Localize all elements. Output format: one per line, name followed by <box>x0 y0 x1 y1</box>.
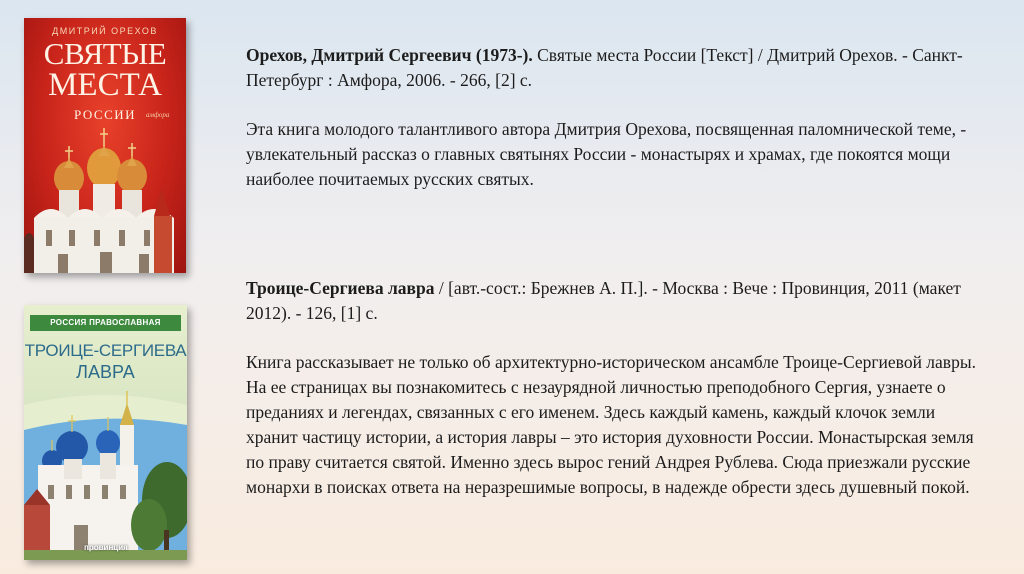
book-entry-1 <box>246 43 986 192</box>
bibliographic-citation <box>246 43 986 93</box>
cover-publisher: провинция <box>84 543 128 552</box>
cover-author: ДМИТРИЙ ОРЕХОВ <box>52 26 158 36</box>
citation-title-bold: Троице-Сергиева лавра <box>246 278 435 298</box>
citation-details: / [авт.-сост.: Брежнев А. П.]. - Москва : Вече : Провинция, 2011 (макет 2012). - 126, [1] с. <box>246 278 961 323</box>
cover-title-line1: ТРОИЦЕ-СЕРГИЕВА <box>24 341 187 360</box>
cathedral-illustration <box>24 118 186 273</box>
book-description: Книга рассказывает не только об архитектурно-историческом ансамбле Троице-Сергиевой лавры. На ее страницах вы познакомитесь с незаурядной личностью преподобного Сергия, узнаете о преданиях и легендах, связанных с его именем. Здесь каждый камень, каждый клочок земли хранит частицу истории, а история лавры – это история духовности России. Монастырская земля по праву считается святой. Именно здесь вырос гений Андрея Рублева. Сюда приезжали русские монархи в поисках ответа на неразрешимые вопросы, в надежде обрести здесь душевный покой. <box>246 352 976 497</box>
cover-series-band: РОССИЯ ПРАВОСЛАВНАЯ <box>30 315 181 331</box>
cover-title-line1: СВЯТЫЕ <box>43 36 167 71</box>
cover-publisher: амфора <box>146 111 170 119</box>
cover-title-line2: ЛАВРА <box>76 362 135 382</box>
book-description: Эта книга молодого талантливого автора Дмитрия Орехова, посвященная паломнической теме, - увлекательный рассказ о главных святынях России - монастырях и храмах, где покоятся мощи наиболее почитаемых русских святых. <box>246 119 967 189</box>
citation-author-bold: Орехов, Дмитрий Сергеевич (1973-). <box>246 45 533 65</box>
cover-title-line3: РОССИИ <box>73 107 137 122</box>
book-cover-troitse-sergieva-lavra <box>24 305 187 560</box>
cover-title-line2: МЕСТА <box>48 67 162 103</box>
bibliographic-citation <box>246 276 986 326</box>
lavra-illustration <box>24 385 187 560</box>
book-cover-svyatye-mesta <box>24 18 186 273</box>
citation-details: Святые места России [Текст] / Дмитрий Орехов. - Санкт-Петербург : Амфора, 2006. - 266, [2] с. <box>246 45 963 90</box>
book-entry-2 <box>246 276 986 500</box>
